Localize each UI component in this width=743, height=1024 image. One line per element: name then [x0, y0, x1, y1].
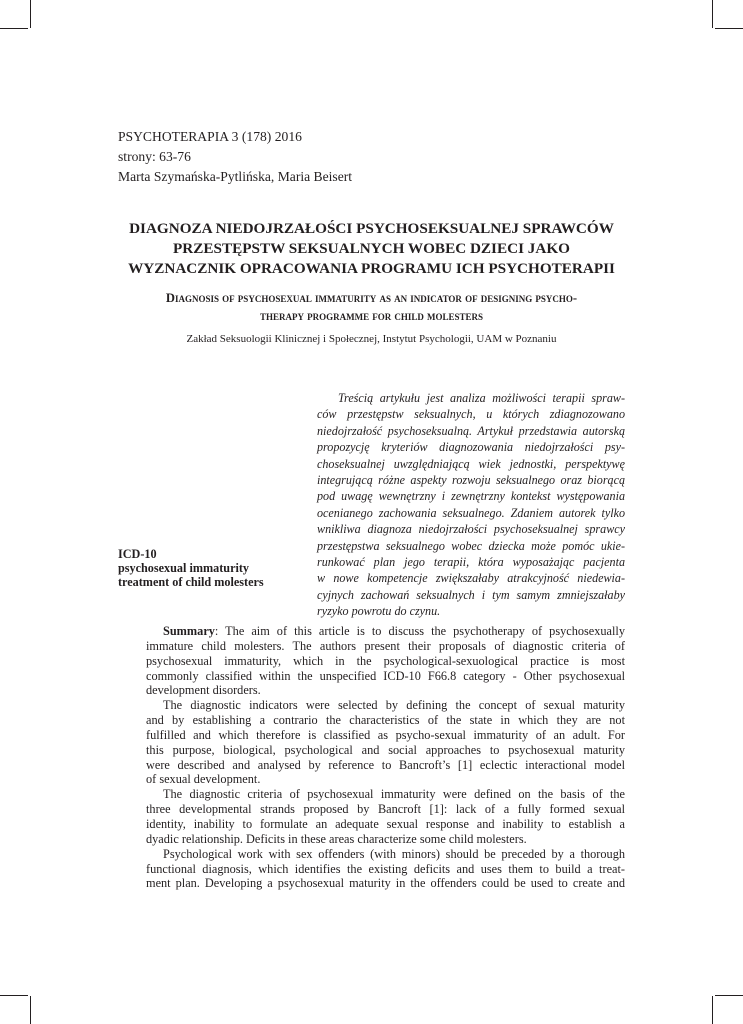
title-line: therapy programme for child molesters: [259, 309, 484, 323]
crop-mark: [712, 996, 713, 1024]
summary-line: The diagnostic criteria of psychosexual immaturity were defined on the basis of the: [163, 787, 625, 802]
crop-mark: [30, 0, 31, 28]
abstract-line: niedojrzałość psychoseksualną. Artykuł przedstawia autorską: [317, 423, 625, 438]
abstract-line: choseksualnej uwzględniającą wiek jednostki, perspektywę: [317, 456, 625, 471]
keywords: [118, 547, 264, 590]
abstract-line: Treścią artykułu jest analiza możliwości terapii spraw-: [338, 391, 625, 405]
abstract-line: wnikliwa diagnoza niedojrzałości psychoseksualnej sprawcy: [317, 522, 625, 537]
summary-line: and by establishing a contrario the characteristics of the state in which they are not: [146, 713, 625, 728]
crop-mark: [0, 995, 28, 996]
summary-line: this purpose, biological, psychological and social approaches to psychosexual maturity: [146, 742, 625, 757]
crop-mark: [712, 0, 713, 28]
abstract-line: integrującą różne aspekty rozwoju seksualnego oraz biorącą: [317, 473, 625, 488]
abstract-line: w nowe kompetencje zwiększałaby atrakcyjność niedewia-: [317, 571, 625, 586]
abstract-line: przestępstwa seksualnego wobec dziecka może pomóc ukie-: [317, 538, 625, 553]
summary-line: identity, inability to formulate an adequate sexual response and inability to establish a: [146, 816, 625, 831]
journal-issue: PSYCHOTERAPIA 3 (178) 2016: [118, 129, 302, 144]
summary-line: psychosexual immaturity, which in the psychological-sexuological practice is most: [146, 653, 625, 668]
abstract-line: propozycję kryteriów diagnozowania niedojrzałości psy-: [317, 440, 625, 455]
summary-line: fulfilled and which therefore is classified as psycho-sexual immaturity of an adult. For: [146, 727, 625, 742]
summary-line: were described and analysed by reference to Bancroft’s [1] eclectic interactional model: [146, 757, 625, 772]
abstract-line: cyjnych zachowań seksualnych i tym samym zmniejszałaby: [317, 587, 625, 602]
summary-line: The diagnostic indicators were selected by defining the concept of sexual maturity: [163, 698, 625, 713]
crop-mark: [0, 28, 28, 29]
article-title-en: [100, 289, 643, 325]
abstract-polish: [317, 390, 625, 620]
crop-mark: [30, 996, 31, 1024]
abstract-line: runkować plan jego terapii, która wyposażając pacjenta: [317, 555, 625, 570]
summary-line: Psychological work with sex offenders (with minors) should be preceded by a thorough: [163, 846, 625, 861]
summary-english: [146, 624, 625, 891]
page-range: strony: 63-76: [118, 149, 191, 164]
crop-mark: [715, 995, 743, 996]
keyword: psychosexual immaturity: [118, 561, 250, 576]
crop-mark: [715, 28, 743, 29]
article-title-pl: [100, 219, 643, 279]
abstract-line: ców przestępstw seksualnych, u których zdiagnozowano: [317, 407, 625, 422]
title-line: PRZESTĘPSTW SEKSUALNYCH WOBEC DZIECI JAKO: [173, 240, 570, 257]
keyword: treatment of child molesters: [118, 575, 264, 590]
abstract-line: ocenianego zachowania seksualnego. Zdaniem autorek tylko: [317, 505, 625, 520]
summary-line: development disorders.: [146, 683, 261, 698]
summary-line: commonly classified within the unspecified ICD-10 F66.8 category - Other psychosexual: [146, 668, 625, 683]
abstract-line: pod uwagę wewnętrzny i zewnętrzny kontekst występowania: [317, 489, 625, 504]
journal-header: [118, 127, 352, 187]
authors: Marta Szymańska-Pytlińska, Maria Beisert: [118, 169, 353, 184]
summary-line: functional diagnosis, which identifies the existing deficits and uses them to build a treat-: [146, 861, 625, 876]
summary-line: immature child molesters. The authors present their proposals of diagnostic criteria of: [146, 638, 625, 653]
title-line: DIAGNOZA NIEDOJRZAŁOŚCI PSYCHOSEKSUALNEJ SPRAWCÓW: [129, 220, 614, 237]
summary-line: ment plan. Developing a psychosexual maturity in the offenders could be used to create and: [146, 876, 625, 891]
title-line: Diagnosis of psychosexual immaturity as an indicator of designing psycho-: [165, 291, 578, 305]
summary-line: three developmental strands proposed by Bancroft [1]: lack of a fully formed sexual: [146, 802, 625, 817]
summary-line: Summary: The aim of this article is to discuss the psychotherapy of psychosexually: [163, 624, 625, 638]
summary-line: of sexual development.: [146, 772, 261, 787]
summary-label: Summary: [163, 624, 215, 638]
affiliation: Zakład Seksuologii Klinicznej i Społecznej, Instytut Psychologii, UAM w Poznaniu: [186, 333, 557, 345]
keyword: ICD-10: [118, 547, 157, 561]
title-line: WYZNACZNIK OPRACOWANIA PROGRAMU ICH PSYCHOTERAPII: [128, 260, 615, 277]
abstract-line: ryzyko powrotu do czynu.: [317, 604, 441, 619]
summary-line: dyadic relationship. Deficits in these areas characterize some child molesters.: [146, 831, 527, 846]
